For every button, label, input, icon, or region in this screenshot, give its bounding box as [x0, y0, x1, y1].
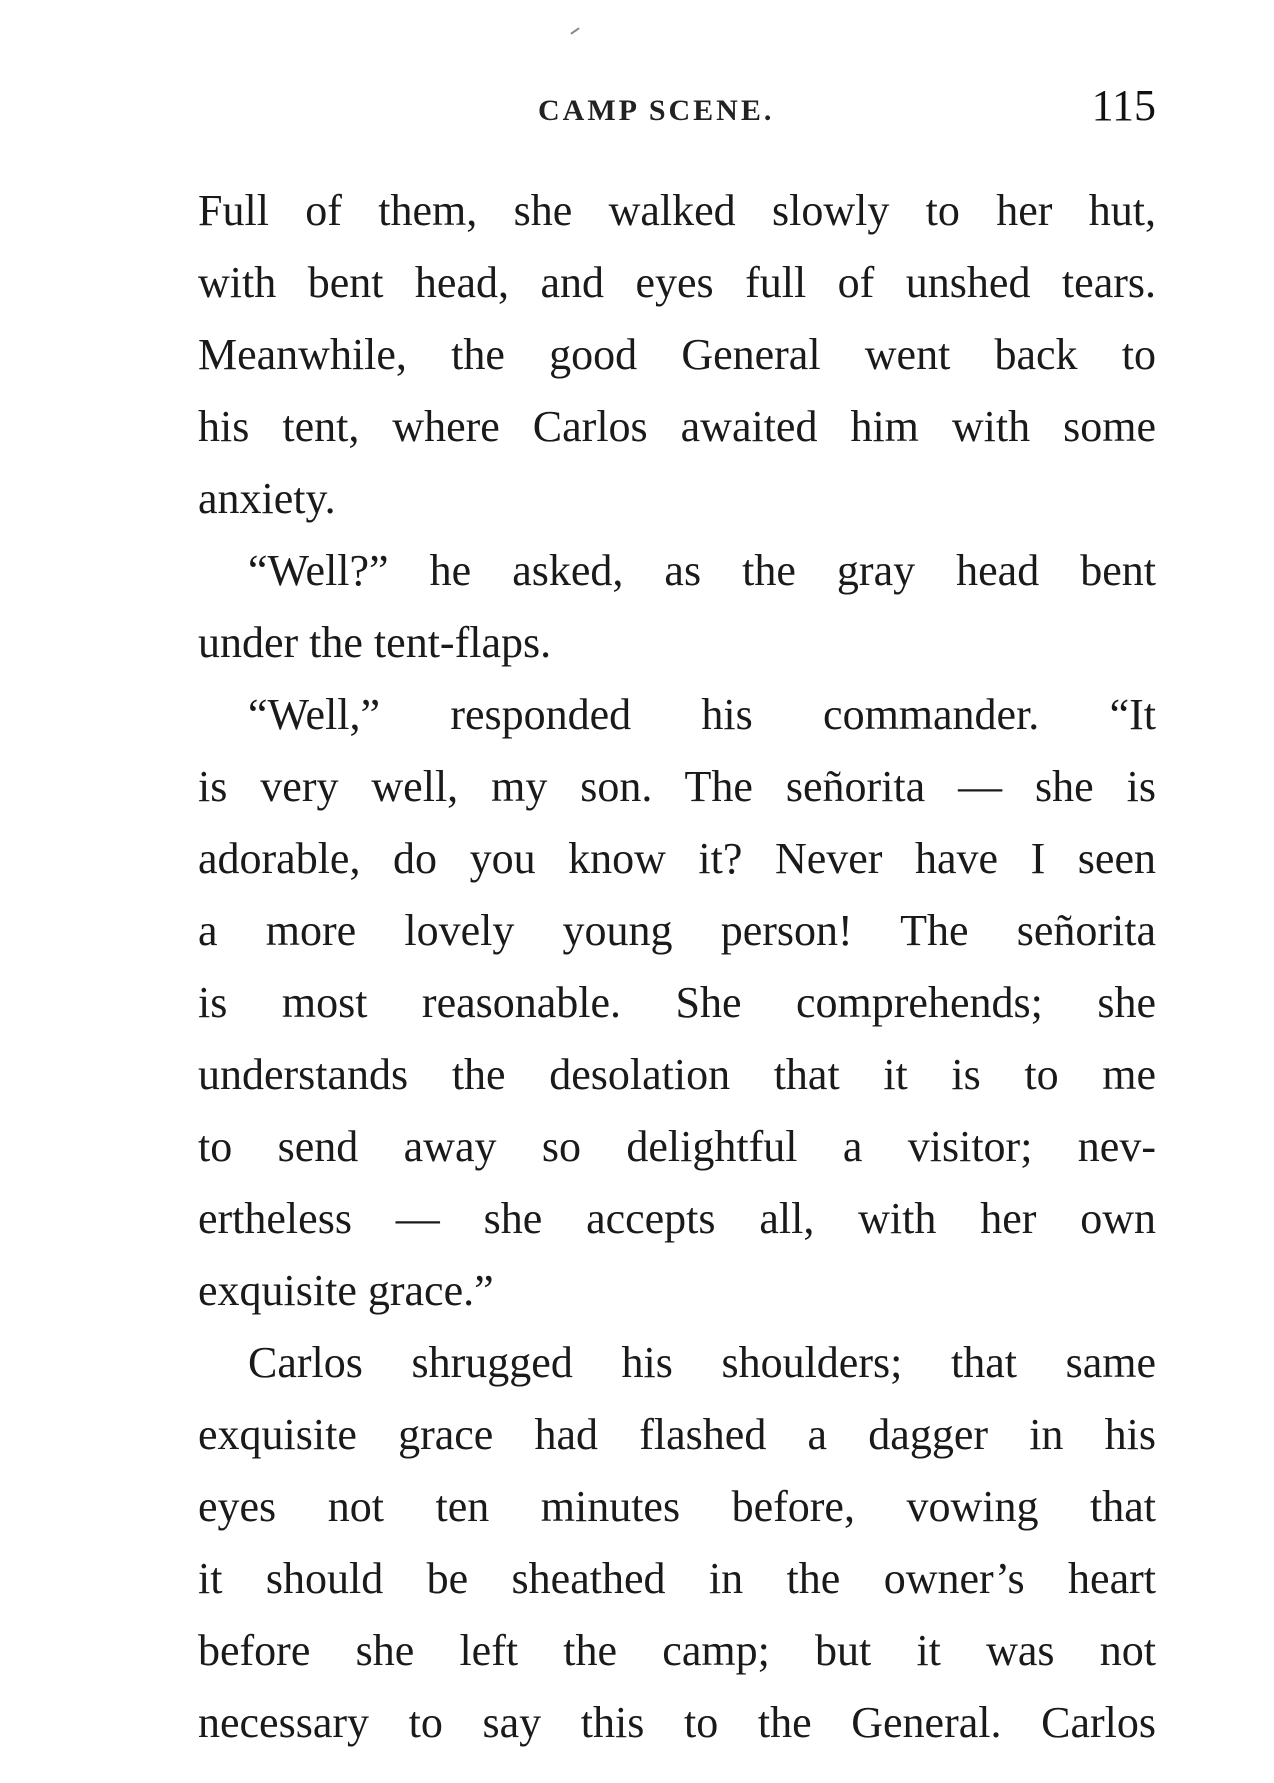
text-line: a more lovely young person! The señorita	[198, 906, 1156, 955]
text-line: anxiety.	[198, 474, 336, 523]
text-line: to send away so delightful a visitor; nev-	[198, 1122, 1156, 1171]
text-line: is most reasonable. She comprehends; she	[198, 978, 1156, 1027]
text-line: his tent, where Carlos awaited him with some	[198, 402, 1156, 451]
text-line: “Well?” he asked, as the gray head bent	[248, 546, 1156, 595]
text-line: adorable, do you know it? Never have I seen	[198, 834, 1156, 883]
text-line: exquisite grace.”	[198, 1266, 494, 1315]
paragraph	[198, 175, 1156, 535]
text-line: exquisite grace had flashed a dagger in his	[198, 1410, 1156, 1459]
text-line: is very well, my son. The señorita — she is	[198, 762, 1156, 811]
running-header	[198, 80, 1156, 130]
text-line: it should be sheathed in the owner’s heart	[198, 1554, 1156, 1603]
text-line: ertheless — she accepts all, with her own	[198, 1194, 1156, 1243]
body-text	[198, 175, 1156, 1759]
text-line: before she left the camp; but it was not	[198, 1626, 1156, 1675]
text-line: Meanwhile, the good General went back to	[198, 330, 1156, 379]
text-line: necessary to say this to the General. Carlos	[198, 1698, 1156, 1747]
ink-speck	[570, 27, 579, 34]
text-line: under the tent-flaps.	[198, 618, 552, 667]
text-line: Carlos shrugged his shoulders; that same	[248, 1338, 1156, 1387]
text-line: understands the desolation that it is to me	[198, 1050, 1156, 1099]
paragraph	[198, 535, 1156, 679]
page-number: 115	[1091, 81, 1156, 130]
text-line: with bent head, and eyes full of unshed tears.	[198, 258, 1156, 307]
text-line: Full of them, she walked slowly to her hut,	[198, 186, 1156, 235]
text-line: “Well,” responded his commander. “It	[248, 690, 1156, 739]
paragraph	[198, 1327, 1156, 1759]
text-line: eyes not ten minutes before, vowing that	[198, 1482, 1156, 1531]
paragraph	[198, 679, 1156, 1327]
running-title: CAMP SCENE.	[538, 94, 775, 127]
